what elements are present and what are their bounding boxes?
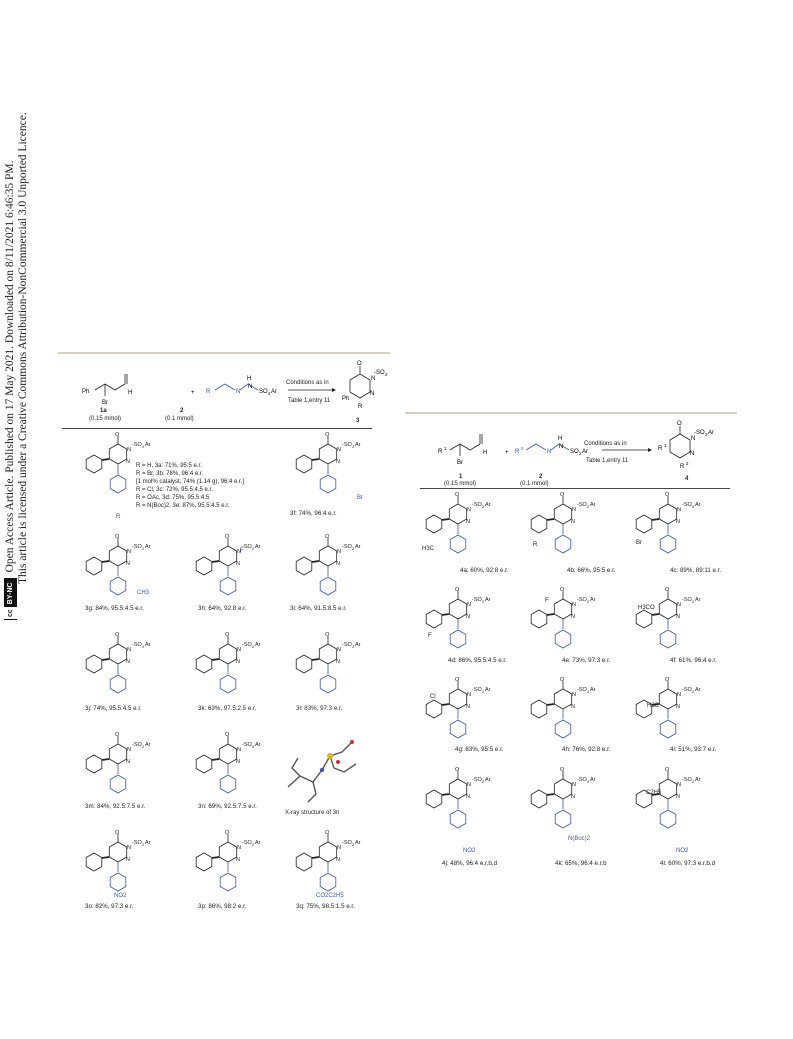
svg-text:Ar: Ar <box>485 597 491 603</box>
svg-text:Ar: Ar <box>590 502 596 508</box>
svg-text:-SO: -SO <box>242 544 252 550</box>
compound-structure-right-10 <box>525 765 605 860</box>
svg-text:-SO: -SO <box>472 502 482 508</box>
svg-text:2: 2 <box>385 372 388 377</box>
svg-text:N: N <box>691 436 696 442</box>
svg-text:N: N <box>127 447 131 453</box>
svg-text:2: 2 <box>587 599 590 604</box>
svg-text:2: 2 <box>268 391 271 396</box>
yield-label-3i: 3i: 64%, 91.5:8.5 e.r. <box>290 605 347 612</box>
left-reagent1-label: 1a <box>100 408 107 414</box>
svg-text:-SO: -SO <box>242 742 252 748</box>
svg-text:H: H <box>483 450 488 456</box>
substituent-F-4d: F <box>428 633 432 639</box>
left-section-rule <box>58 352 390 354</box>
svg-text:-SO: -SO <box>342 442 352 448</box>
svg-text:O: O <box>225 632 230 638</box>
compound-structure-right-9 <box>420 765 500 860</box>
svg-text:2: 2 <box>142 744 145 749</box>
yield-label-4i: 4i: 51%, 93:7 e.r. <box>670 746 717 753</box>
svg-text:-SO: -SO <box>132 442 142 448</box>
svg-text:N: N <box>126 857 130 863</box>
svg-text:Ph: Ph <box>82 389 90 395</box>
svg-text:Ar: Ar <box>255 544 261 550</box>
yield-label-4l: 4l: 60%, 97:3 e.r.b,d <box>660 860 716 867</box>
substituent-NBoc2-4k: N(Boc)2 <box>568 836 591 842</box>
svg-text:Ar: Ar <box>485 687 491 693</box>
svg-text:N: N <box>248 384 253 390</box>
svg-text:Br: Br <box>457 460 463 466</box>
svg-text:Ar: Ar <box>695 777 701 783</box>
svg-text:N: N <box>337 845 341 851</box>
substituent-Br-3f: Br <box>357 495 363 501</box>
svg-text:2: 2 <box>352 546 355 551</box>
left-substituent-list: R = H, 3a: 71%, 95:5 e.r. R = Br, 3b: 78%, 96:4 e.r. [1 mol% catalyst, 74% (1.14 g), 96:4 e.r.] R = Cl, 3c: 72%, 95.5:4.5 e.r. R = OAc, 3d: 75%, 95.5:4.5 R = N(Boc)2, 3e: 87%, 95.5:4.5 e.r. <box>136 463 245 509</box>
left-conditions-bottom: Table 1,entry 11 <box>288 398 331 404</box>
margin-license-notice <box>4 112 30 620</box>
svg-text:N: N <box>571 794 575 800</box>
substituent-H3C-4i: H3C <box>647 703 660 709</box>
svg-text:Ar: Ar <box>695 687 701 693</box>
compound-structure-right-6 <box>420 675 500 770</box>
svg-text:N: N <box>337 647 341 653</box>
left-reagent1-amount: (0.15 mmol) <box>89 416 122 422</box>
svg-text:N: N <box>466 794 470 800</box>
svg-text:N: N <box>467 782 471 788</box>
svg-text:N: N <box>337 447 341 453</box>
svg-text:N: N <box>336 857 340 863</box>
svg-text:N: N <box>467 507 471 513</box>
svg-text:Ar: Ar <box>590 597 596 603</box>
svg-text:O: O <box>677 421 682 427</box>
svg-text:O: O <box>115 732 120 738</box>
svg-text:Ar: Ar <box>145 642 151 648</box>
svg-text:R: R <box>438 449 443 455</box>
svg-text:Ar: Ar <box>145 840 151 846</box>
svg-text:O: O <box>455 492 460 498</box>
svg-text:O: O <box>115 432 120 438</box>
svg-text:2: 2 <box>579 451 582 456</box>
compound-structure-left-8 <box>80 730 160 825</box>
svg-text:-SO: -SO <box>242 840 252 846</box>
svg-text:2: 2 <box>482 599 485 604</box>
svg-text:-SO: -SO <box>342 642 352 648</box>
svg-text:O: O <box>225 534 230 540</box>
svg-text:Ar: Ar <box>582 449 588 455</box>
right-reagent1-label: 1 <box>459 474 463 480</box>
svg-text:R: R <box>680 464 685 470</box>
compound-structure-left-0 <box>80 430 160 525</box>
svg-text:2: 2 <box>692 599 695 604</box>
substituent-R-3a: R <box>116 514 121 520</box>
license-line[interactable]: This article is licensed under a Creative Commons Attribution-NonCommercial 3.0 Unported Licence. <box>17 112 29 584</box>
svg-text:O: O <box>325 632 330 638</box>
svg-text:Ar: Ar <box>355 442 361 448</box>
substituent-NO2-3o: NO2 <box>114 893 127 899</box>
svg-text:Ar: Ar <box>355 642 361 648</box>
open-access-line[interactable]: Open Access Article. Published on 17 May 2021. Downloaded on 8/11/2021 6:46:35 PM. <box>4 160 16 573</box>
right-product-label: 4 <box>685 476 689 482</box>
svg-text:Ar: Ar <box>485 502 491 508</box>
svg-text:-SO: -SO <box>682 502 692 508</box>
svg-text:N: N <box>126 459 130 465</box>
svg-text:1: 1 <box>444 446 447 451</box>
svg-text:N: N <box>126 759 130 765</box>
svg-text:Ar: Ar <box>708 430 714 436</box>
yield-label-3n: 3n: 69%, 92.5:7.5 e.r. <box>198 803 257 810</box>
right-section-rule <box>405 412 737 414</box>
yield-label-3p: 3p: 86%, 98:2 e.r. <box>198 903 247 910</box>
svg-text:O: O <box>325 432 330 438</box>
svg-text:2: 2 <box>587 504 590 509</box>
svg-text:-SO: -SO <box>472 687 482 693</box>
yield-label-4a: 4a: 60%, 92:8 e.r. <box>460 567 509 574</box>
svg-text:-SO: -SO <box>472 777 482 783</box>
svg-text:R: R <box>206 389 211 395</box>
svg-text:H: H <box>247 376 252 382</box>
svg-text:N: N <box>676 704 680 710</box>
svg-text:N: N <box>466 519 470 525</box>
svg-text:-SO: -SO <box>132 840 142 846</box>
yield-label-4h: 4h: 76%, 92:8 e.r. <box>562 746 611 753</box>
svg-text:N: N <box>466 704 470 710</box>
svg-text:O: O <box>560 492 565 498</box>
substituent-H3C-4a: H3C <box>422 546 435 552</box>
yield-label-4k: 4k: 65%, 96:4 e.r.b <box>555 860 607 867</box>
right-reaction-header <box>430 420 750 485</box>
left-header-divider <box>62 428 372 429</box>
svg-text:N: N <box>236 759 240 765</box>
svg-text:2: 2 <box>482 689 485 694</box>
svg-text:N: N <box>237 747 241 753</box>
svg-text:N: N <box>127 647 131 653</box>
svg-text:-SO: -SO <box>682 597 692 603</box>
svg-text:+: + <box>505 450 509 456</box>
svg-text:2: 2 <box>482 779 485 784</box>
svg-text:-SO: -SO <box>682 687 692 693</box>
svg-text:2: 2 <box>252 546 255 551</box>
svg-text:N: N <box>467 602 471 608</box>
svg-text:SO: SO <box>570 449 579 455</box>
svg-text:2: 2 <box>692 504 695 509</box>
svg-text:2: 2 <box>692 689 695 694</box>
right-header-divider <box>420 488 730 489</box>
svg-text:N: N <box>236 659 240 665</box>
svg-text:Ar: Ar <box>695 597 701 603</box>
svg-text:-SO: -SO <box>374 370 385 376</box>
svg-text:2: 2 <box>352 842 355 847</box>
compound-structure-right-11 <box>630 765 710 860</box>
svg-text:N: N <box>677 782 681 788</box>
svg-text:N: N <box>572 507 576 513</box>
svg-text:Ph: Ph <box>342 396 350 402</box>
substituent-ester-3q: CO2C2H5 <box>316 893 344 899</box>
svg-text:Ar: Ar <box>145 442 151 448</box>
svg-text:N: N <box>677 602 681 608</box>
svg-text:O: O <box>560 587 565 593</box>
svg-text:R: R <box>658 446 663 452</box>
svg-text:H: H <box>128 390 133 396</box>
svg-text:2: 2 <box>521 446 524 451</box>
svg-text:N: N <box>127 747 131 753</box>
svg-text:2: 2 <box>705 432 708 437</box>
svg-text:Ar: Ar <box>145 544 151 550</box>
svg-text:O: O <box>115 632 120 638</box>
yield-label-3o: 3o: 82%, 97:3 e.r. <box>85 903 134 910</box>
compound-structure-right-4 <box>525 585 605 680</box>
svg-text:N: N <box>467 692 471 698</box>
compound-structure-right-7 <box>525 675 605 770</box>
right-reagent2-label: 2 <box>539 474 543 480</box>
svg-text:N: N <box>336 459 340 465</box>
svg-text:N: N <box>559 444 564 450</box>
svg-text:-SO: -SO <box>577 597 587 603</box>
svg-text:N: N <box>677 507 681 513</box>
substituent-Cl-4g: Cl <box>430 694 436 700</box>
svg-text:2: 2 <box>482 504 485 509</box>
svg-text:H: H <box>558 436 563 442</box>
left-conditions-top: Conditions as in <box>286 380 329 386</box>
substituent-NO2-4j: NO2 <box>463 848 476 854</box>
svg-text:2: 2 <box>352 444 355 449</box>
svg-text:2: 2 <box>252 644 255 649</box>
svg-text:R: R <box>358 404 363 410</box>
right-conditions-top: Conditions as in <box>584 441 627 447</box>
yield-label-4j: 4j: 48%, 96:4 e.r.b,d <box>442 860 498 867</box>
yield-label-3m: 3m: 84%, 92.5:7.5 e.r. <box>85 803 146 810</box>
svg-text:N: N <box>572 602 576 608</box>
svg-text:N: N <box>690 451 695 457</box>
svg-text:O: O <box>665 767 670 773</box>
svg-text:2: 2 <box>686 461 689 466</box>
svg-text:2: 2 <box>142 842 145 847</box>
svg-text:O: O <box>115 830 120 836</box>
svg-text:N: N <box>571 519 575 525</box>
yield-label-4d: 4d: 86%, 95.5:4.5 e.r. <box>448 657 507 664</box>
svg-text:O: O <box>325 534 330 540</box>
svg-text:N: N <box>677 692 681 698</box>
compound-structure-right-5 <box>630 585 710 680</box>
svg-text:N: N <box>126 561 130 567</box>
svg-text:Ar: Ar <box>355 544 361 550</box>
svg-text:Ar: Ar <box>590 687 596 693</box>
left-product-label: 3 <box>356 418 360 424</box>
compound-structure-left-9 <box>190 730 270 825</box>
right-reagent2-amount: (0.1 mmol) <box>520 481 549 487</box>
svg-text:-SO: -SO <box>342 544 352 550</box>
compound-structure-left-4 <box>290 532 370 627</box>
svg-text:N: N <box>337 549 341 555</box>
compound-structure-left-2 <box>80 532 160 627</box>
svg-text:-SO: -SO <box>577 502 587 508</box>
svg-text:O: O <box>560 767 565 773</box>
svg-text:N: N <box>126 659 130 665</box>
compound-structure-left-3 <box>190 532 270 627</box>
svg-text:O: O <box>455 677 460 683</box>
svg-text:N: N <box>572 782 576 788</box>
svg-text:Ar: Ar <box>271 389 277 395</box>
svg-text:O: O <box>325 830 330 836</box>
cc-license-badge[interactable]: cc BY-NC <box>4 578 17 620</box>
svg-text:Ar: Ar <box>695 502 701 508</box>
svg-text:N: N <box>371 376 376 382</box>
yield-label-4g: 4g: 83%, 95:5 e.r. <box>455 746 504 753</box>
yield-label-4c: 4c: 89%, 89:11 e.r. <box>670 567 722 574</box>
substituent-NO2-4l: NO2 <box>676 848 689 854</box>
svg-text:Br: Br <box>102 400 108 406</box>
svg-text:-SO: -SO <box>682 777 692 783</box>
svg-text:-SO: -SO <box>242 642 252 648</box>
svg-text:Ar: Ar <box>355 840 361 846</box>
yield-label-3l: 3l: 83%, 97:3 e.r. <box>296 705 343 712</box>
svg-text:-SO: -SO <box>577 687 587 693</box>
svg-text:O: O <box>665 587 670 593</box>
yield-label-3k: 3k: 63%, 97.5:2.5 e.r. <box>198 705 257 712</box>
svg-text:N: N <box>237 845 241 851</box>
svg-text:2: 2 <box>252 842 255 847</box>
svg-text:N: N <box>676 614 680 620</box>
yield-label-4f: 4f: 61%, 96:4 e.r. <box>670 657 717 664</box>
svg-text:-SO: -SO <box>472 597 482 603</box>
svg-text:N: N <box>466 614 470 620</box>
svg-text:N: N <box>370 391 375 397</box>
svg-text:O: O <box>560 677 565 683</box>
svg-text:O: O <box>357 361 362 367</box>
svg-text:N: N <box>236 561 240 567</box>
svg-text:Ar: Ar <box>145 742 151 748</box>
svg-text:-SO: -SO <box>132 544 142 550</box>
substituent-Br-4c: Br <box>636 540 642 546</box>
svg-text:N: N <box>336 659 340 665</box>
right-conditions-bottom: Table 1,entry 11 <box>586 458 629 464</box>
svg-text:N: N <box>676 519 680 525</box>
left-reagent2-label: 2 <box>180 408 184 414</box>
substituent-R-4b: R <box>533 542 538 548</box>
svg-text:2: 2 <box>142 644 145 649</box>
svg-text:N: N <box>676 794 680 800</box>
svg-text:SO: SO <box>259 389 268 395</box>
substituent-CH3-3g: CH3 <box>137 590 150 596</box>
svg-text:N: N <box>572 692 576 698</box>
svg-text:O: O <box>455 767 460 773</box>
xray-caption: X-ray structure of 3n <box>285 810 340 816</box>
svg-text:Ar: Ar <box>485 777 491 783</box>
svg-text:2: 2 <box>587 779 590 784</box>
substituent-H3CO-4f: H3CO <box>638 605 655 611</box>
svg-text:R: R <box>515 449 520 455</box>
svg-text:N: N <box>571 704 575 710</box>
svg-text:Ar: Ar <box>255 642 261 648</box>
svg-text:N: N <box>237 549 241 555</box>
svg-text:+: + <box>191 390 195 396</box>
right-reagent1-amount: (0.15 mmol) <box>444 481 477 487</box>
svg-text:1: 1 <box>664 443 667 448</box>
svg-text:2: 2 <box>142 444 145 449</box>
yield-label-3h: 3h: 64%, 92:8 e.r. <box>198 605 247 612</box>
svg-text:N: N <box>236 389 241 395</box>
svg-text:-SO: -SO <box>577 777 587 783</box>
svg-text:Ar: Ar <box>255 742 261 748</box>
svg-text:Ar: Ar <box>255 840 261 846</box>
compound-structure-right-8 <box>630 675 710 770</box>
svg-text:N: N <box>237 647 241 653</box>
yield-label-3q: 3q: 75%, 98.5:1.5 e.r. <box>296 903 355 910</box>
svg-text:O: O <box>665 492 670 498</box>
substituent-F-3h: F <box>240 548 244 554</box>
svg-text:2: 2 <box>352 644 355 649</box>
svg-text:N: N <box>236 857 240 863</box>
svg-text:2: 2 <box>587 689 590 694</box>
svg-text:O: O <box>225 732 230 738</box>
yield-label-4b: 4b: 66%, 95:5 e.r. <box>567 567 616 574</box>
substituent-F-4e: F <box>545 598 549 604</box>
svg-text:O: O <box>115 534 120 540</box>
compound-structure-right-3 <box>420 585 500 680</box>
svg-text:2: 2 <box>142 546 145 551</box>
svg-text:-SO: -SO <box>132 642 142 648</box>
svg-text:2: 2 <box>252 744 255 749</box>
svg-text:-SO: -SO <box>694 430 705 436</box>
svg-text:N: N <box>336 561 340 567</box>
svg-text:N: N <box>571 614 575 620</box>
svg-text:-SO: -SO <box>342 840 352 846</box>
left-reagent2-amount: (0.1 mmol) <box>165 416 194 422</box>
svg-text:N: N <box>547 449 552 455</box>
svg-text:O: O <box>455 587 460 593</box>
svg-text:N: N <box>127 549 131 555</box>
svg-text:O: O <box>665 677 670 683</box>
svg-text:-SO: -SO <box>132 742 142 748</box>
substituent-C2H5-4l: C2H5 <box>646 790 662 796</box>
xray-structure-image <box>278 732 368 807</box>
yield-label-3g: 3g: 84%, 95.5:4.5 e.r. <box>85 605 144 612</box>
svg-text:N: N <box>127 845 131 851</box>
svg-text:2: 2 <box>692 779 695 784</box>
yield-label-3j: 3j: 74%, 95.5:4.5 e.r. <box>85 705 142 712</box>
yield-label-3f: 3f: 74%, 96:4 e.r. <box>290 510 337 517</box>
yield-label-4e: 4e: 73%, 97:3 e.r. <box>562 657 611 664</box>
svg-text:O: O <box>225 830 230 836</box>
svg-text:Ar: Ar <box>590 777 596 783</box>
